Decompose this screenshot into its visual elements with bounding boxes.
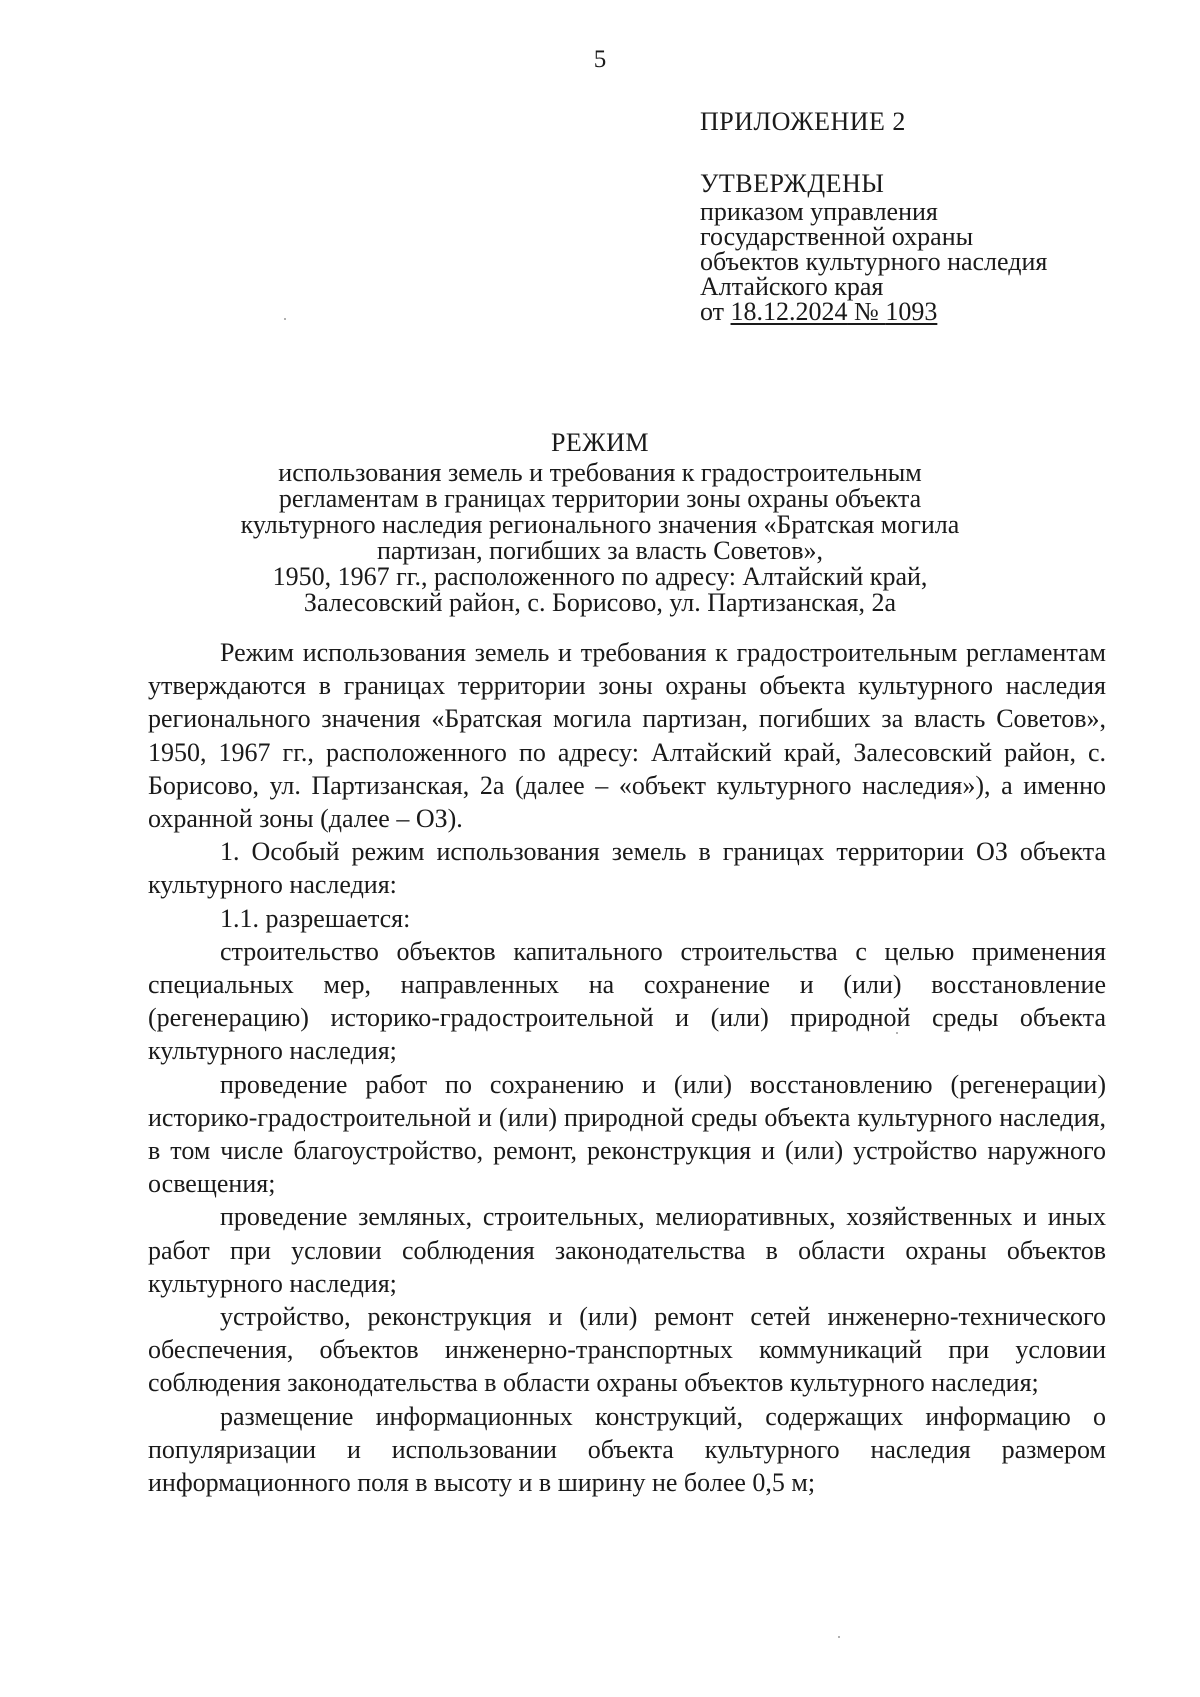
title-line: регламентам в границах территории зоны охраны объекта [278,484,922,513]
scan-speck [284,318,286,320]
paragraph: проведение земляных, строительных, мелиоративных, хозяйственных и иных работ при условии соблюдения законодательства в области охраны объектов культурного наследия; [148,1202,1106,1298]
document-title [0,426,1200,616]
title-line: использования земель и требования к градостроительным [278,458,922,487]
order-number: 1093 [885,297,938,326]
title-line: культурного наследия регионального значения «Братская могила [240,510,960,539]
paragraph: размещение информационных конструкций, содержащих информацию о популяризации и использовании объекта культурного наследия размером информационного поля в высоту и в ширину не более 0,5 м; [148,1401,1106,1498]
paragraph: устройство, реконструкция и (или) ремонт сетей инженерно-технического обеспечения, объектов инженерно-транспортных коммуникаций при условии соблюдения законодательства в области охраны объектов культурного наследия; [148,1302,1106,1398]
title-line: Залесовский район, с. Борисово, ул. Партизанская, 2а [303,588,897,617]
paragraph: 1. Особый режим использования земель в границах территории ОЗ объекта культурного наследия: [148,837,1106,900]
order-date-number [700,299,1047,324]
order-date: 18.12.2024 [730,297,848,326]
approval-line: приказом управления [700,197,938,226]
title-main: РЕЖИМ [550,428,650,457]
document-body [148,636,1106,1499]
approval-line: объектов культурного наследия [700,247,1048,276]
paragraph: проведение работ по сохранению и (или) восстановлению (регенерации) историко-градостроительной и (или) природной среды объекта культурного наследия, в том числе благоустройство, ремонт, реконструкция и (или) устройство наружного освещения; [148,1069,1106,1199]
approval-block [700,105,1047,324]
scan-speck [896,1032,898,1034]
page-number: 5 [593,46,607,73]
paragraph: строительство объектов капитального строительства с целью применения специальных мер, направленных на сохранение и (или) восстановление (регенерацию) историко-градостроительной и (или) природной среды объекта культурного наследия; [148,936,1106,1066]
approved-title: УТВЕРЖДЕНЫ [700,169,885,198]
title-line: партизан, погибших за власть Советов», [376,536,824,565]
approval-line: государственной охраны [700,222,974,251]
approval-line: Алтайского края [700,272,884,301]
title-line: 1950, 1967 гг., расположенного по адресу: Алтайский край, [272,562,928,591]
paragraph: 1.1. разрешается: [220,903,411,933]
annex-title: ПРИЛОЖЕНИЕ 2 [700,107,906,136]
date-prefix: от [700,297,731,326]
number-prefix: № [847,297,886,326]
scan-speck [838,1636,840,1638]
paragraph: Режим использования земель и требования к градостроительным регламентам утверждаются в границах территории зоны охраны объекта культурного наследия регионального значения «Братская могила партизан, погибших за власть Советов», 1950, 1967 гг., расположенного по адресу: Алтайский край, Залесовский район, с. Борисово, ул. Партизанская, 2а (далее – «объект культурного наследия»), а именно охранной зоны (далее – ОЗ). [148,638,1106,834]
